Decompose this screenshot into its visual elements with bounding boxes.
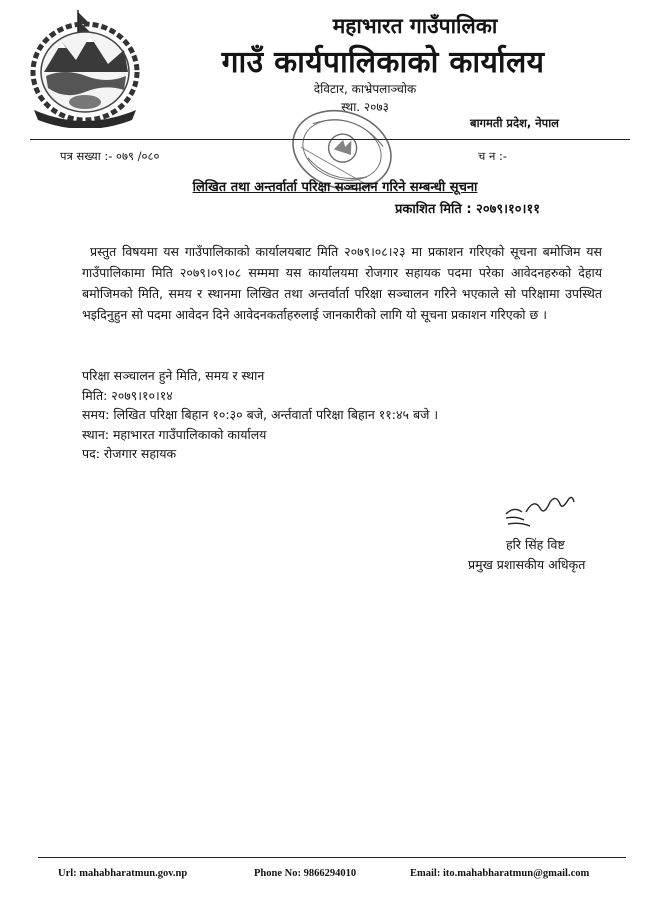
handwritten-signature — [500, 488, 580, 532]
notice-body: प्रस्तुत विषयमा यस गाउँपालिकाको कार्यालयबाट मिति २०७९।०८।२३ मा प्रकाशन गरिएको सूचना बमोजिम यस गाउँपालिकामा मिति २०७९।०९।०८ सम्ममा यस कार्यालयमा रोजगार सहायक पदमा परेका आवेदनहरुको देहाय बमोजिमको मिति, समय र स्थानमा लिखित तथा अन्तर्वार्ता परिक्षा सञ्चालन गरिने भएकाले सो परिक्षामा उपस्थित भइदिनुहुन सो पदमा आवेदन दिने आवेदनकर्ताहरुलाई जानकारीको लागि यो सूचना प्रकाशन गरिएको छ । — [82, 244, 602, 322]
signatory-name: हरि सिंह विष्ट — [506, 537, 565, 552]
footer-phone: Phone No: 9866294010 — [254, 868, 357, 879]
exam-heading: परिक्षा सञ्चालन हुने मिति, समय र स्थान — [82, 368, 265, 383]
footer-divider — [38, 857, 626, 858]
dispatch-number: च न :- — [478, 149, 508, 163]
province-label: बागमती प्रदेश, नेपाल — [470, 116, 559, 130]
signatory-designation: प्रमुख प्रशासकीय अधिकृत — [468, 557, 586, 572]
exam-time: समय: लिखित परिक्षा बिहान १०:३० बजे, अर्न्तवार्ता परिक्षा बिहान ११:४५ बजे । — [82, 407, 439, 422]
municipality-name: महाभारत गाउँपालिका — [332, 14, 498, 38]
nepal-emblem-icon — [20, 6, 150, 128]
office-address: देविटार, काभ्रेपलाञ्चोक — [313, 82, 417, 96]
footer-url: Url: mahabharatmun.gov.np — [58, 868, 188, 879]
exam-date: मिति: २०७९।१०।१४ — [82, 387, 173, 403]
exam-details — [82, 366, 602, 464]
footer-email: Email: ito.mahabharatmun@gmail.com — [410, 868, 590, 879]
reference-number: पत्र सख्या :- ०७९ /०८० — [60, 149, 160, 163]
exam-place: स्थान: महाभारत गाउँपालिकाको कार्यालय — [82, 426, 267, 442]
exam-post: पद: रोजगार सहायक — [82, 446, 177, 461]
notice-subject: लिखित तथा अन्तर्वार्ता परिक्षा सञ्चालन गरिने सम्बन्धी सूचना — [192, 180, 478, 195]
office-name: गाउँ कार्यपालिकाको कार्यालय — [221, 45, 545, 80]
established-year: स्था. २०७३ — [341, 100, 389, 114]
published-date: प्रकाशित मिति : २०७९।१०।११ — [395, 202, 540, 217]
